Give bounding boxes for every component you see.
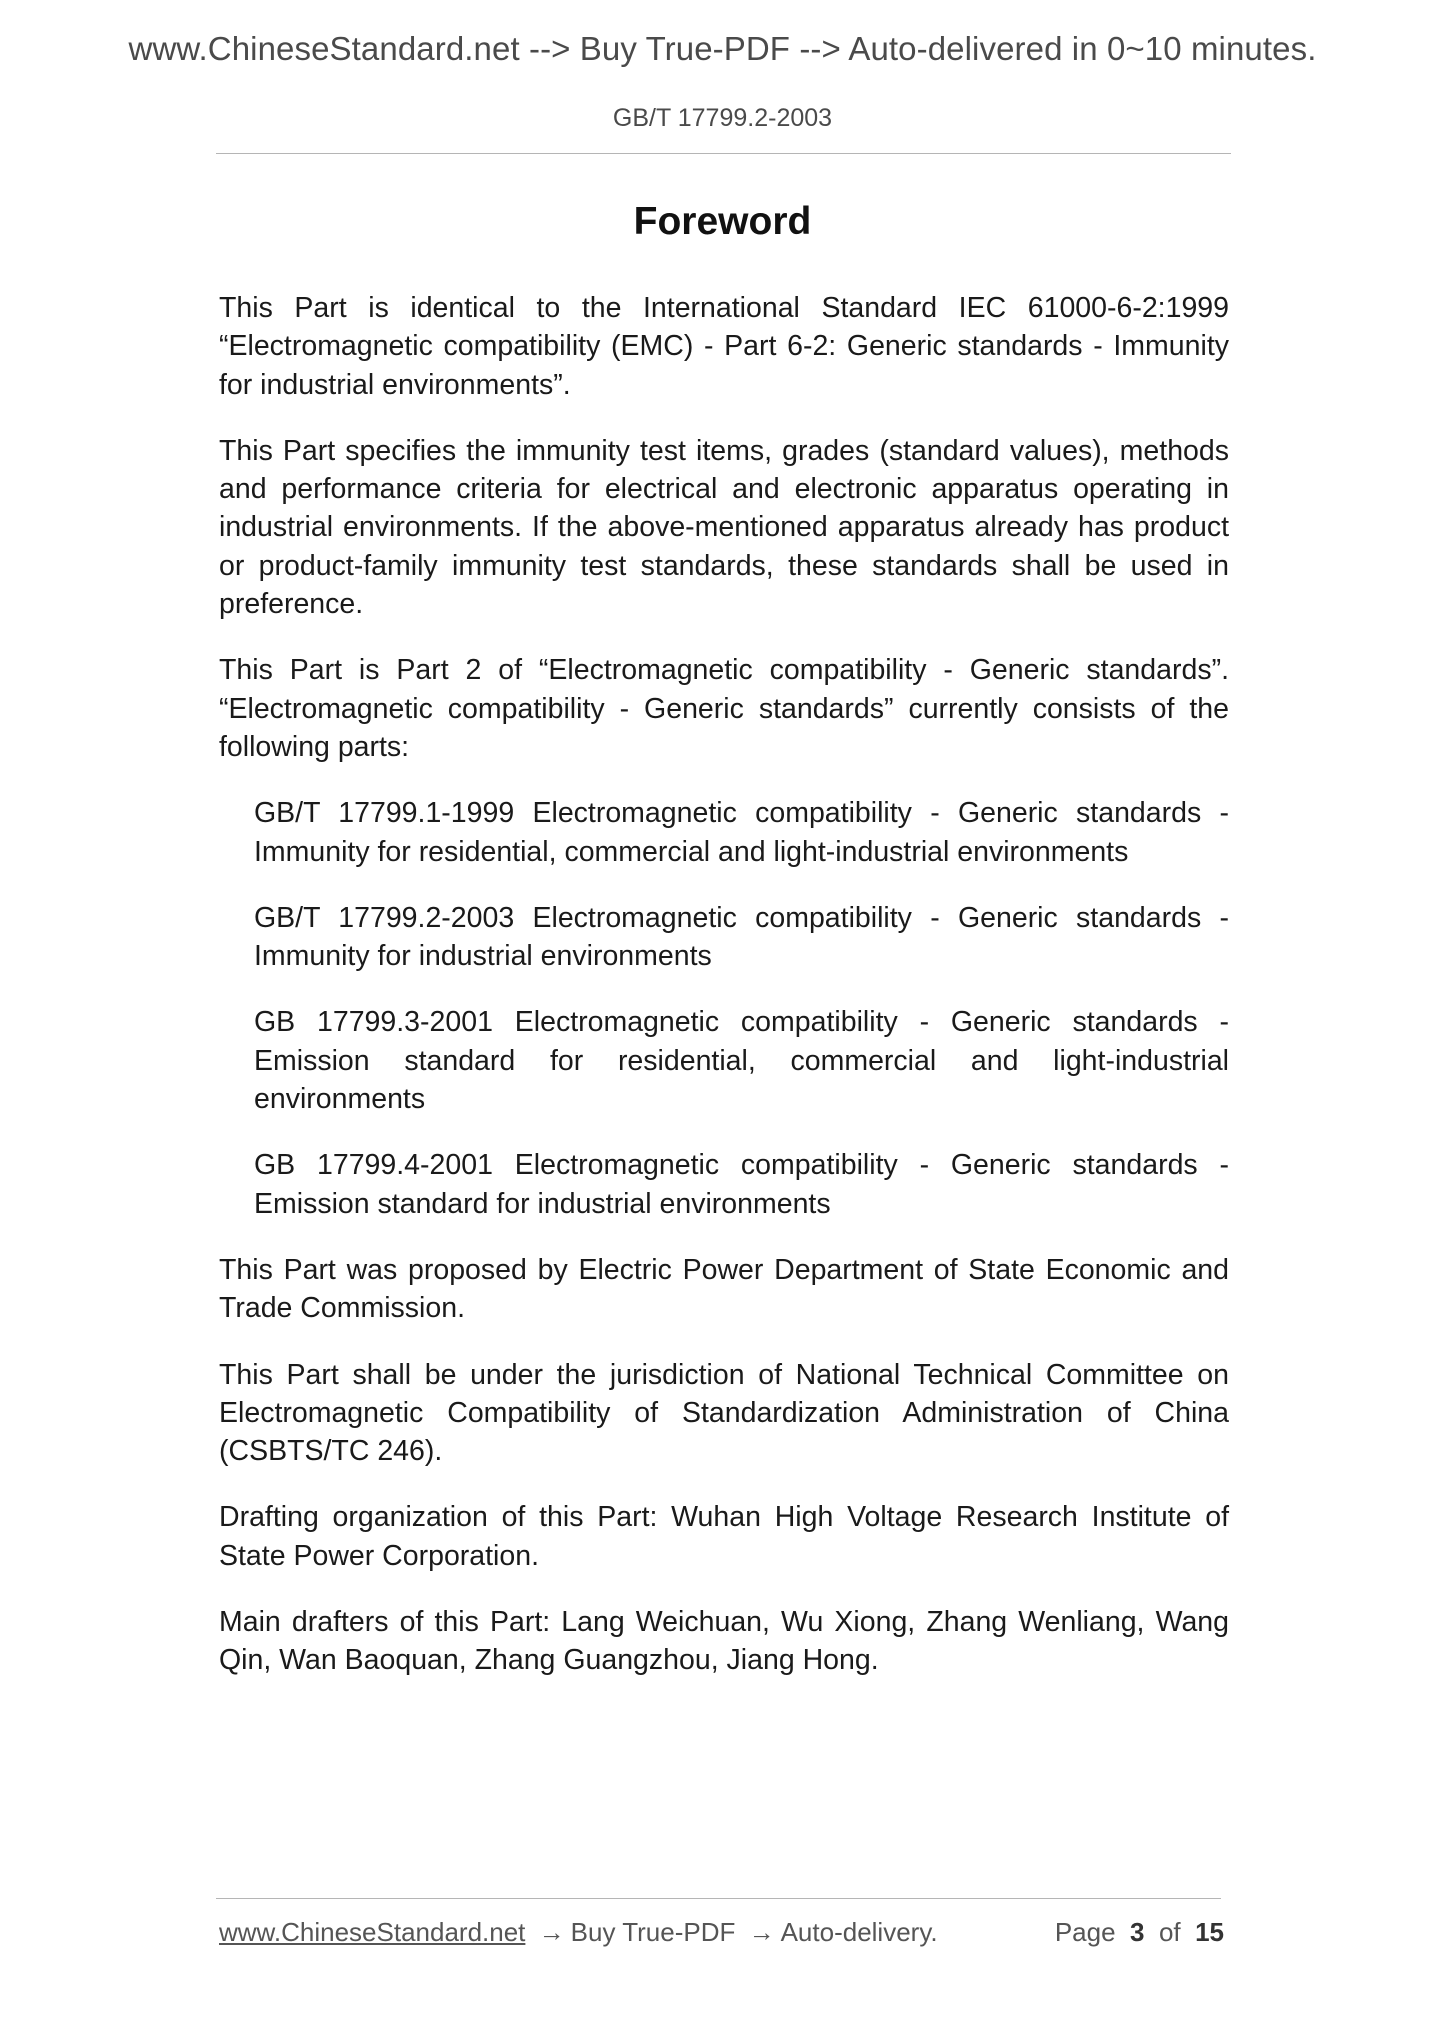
- parts-list: [254, 794, 1229, 1223]
- paragraph-proposed-by: This Part was proposed by Electric Power Department of State Economic and Trade Commission.: [219, 1253, 1229, 1325]
- list-item-part-3: GB 17799.3-2001 Electromagnetic compatibility - Generic standards - Emission standard for residential, commercial and light-industrial environments: [254, 1006, 1229, 1116]
- document-body: [219, 289, 1229, 1680]
- arrow-right-icon: →: [538, 1917, 565, 1947]
- footer-promo: [219, 1917, 938, 1948]
- paragraph-drafting-organization: Drafting organization of this Part: Wuhan High Voltage Research Institute of State Power Corporation.: [219, 1501, 1229, 1572]
- list-item-part-1: GB/T 17799.1-1999 Electromagnetic compatibility - Generic standards - Immunity for residential, commercial and light-industrial environments: [254, 797, 1229, 868]
- arrow-right-icon: →: [748, 1917, 775, 1947]
- footer-buy-text: Buy True-PDF: [570, 1917, 736, 1947]
- of-label: of: [1158, 1917, 1181, 1947]
- paragraph-scope: This Part specifies the immunity test items, grades (standard values), methods and performance criteria for electrical and electronic apparatus operating in industrial environments. If the above-mentioned apparatus already has product or product-family immunity test standards, these standards shall be used in preference.: [219, 434, 1229, 621]
- paragraph-series-intro: This Part is Part 2 of “Electromagnetic compatibility - Generic standards”. “Electromagnetic compatibility - Generic standards” currently consists of the following parts:: [219, 654, 1229, 763]
- page-label: Page: [1054, 1917, 1116, 1947]
- top-banner: www.ChineseStandard.net --> Buy True-PDF --> Auto-delivered in 0~10 minutes.: [128, 30, 1317, 67]
- header-divider: [216, 153, 1231, 154]
- page-indicator: [1055, 1917, 1224, 1948]
- footer-divider: [216, 1898, 1221, 1899]
- paragraph-identical-standard: This Part is identical to the International Standard IEC 61000-6-2:1999 “Electromagnetic compatibility (EMC) - Part 6-2: Generic standards - Immunity for industrial environments”.: [219, 292, 1229, 401]
- page-footer: [219, 1917, 1224, 1957]
- page-number: 3: [1130, 1917, 1145, 1947]
- paragraph-jurisdiction: This Part shall be under the jurisdiction of National Technical Committee on Electromagnetic Compatibility of Standardization Administration of China (CSBTS/TC 246).: [219, 1358, 1229, 1468]
- page-title: Foreword: [633, 200, 812, 243]
- list-item-part-2: GB/T 17799.2-2003 Electromagnetic compatibility - Generic standards - Immunity for industrial environments: [254, 901, 1229, 973]
- footer-website-link[interactable]: www.ChineseStandard.net: [219, 1917, 526, 1947]
- page-total: 15: [1195, 1917, 1224, 1947]
- paragraph-main-drafters: Main drafters of this Part: Lang Weichuan, Wu Xiong, Zhang Wenliang, Wang Qin, Wan Baoquan, Zhang Guangzhou, Jiang Hong.: [219, 1606, 1229, 1677]
- list-item-part-4: GB 17799.4-2001 Electromagnetic compatibility - Generic standards - Emission standard for industrial environments: [254, 1149, 1229, 1220]
- footer-delivery-text: Auto-delivery.: [780, 1917, 938, 1947]
- standard-code-header: GB/T 17799.2-2003: [612, 104, 833, 132]
